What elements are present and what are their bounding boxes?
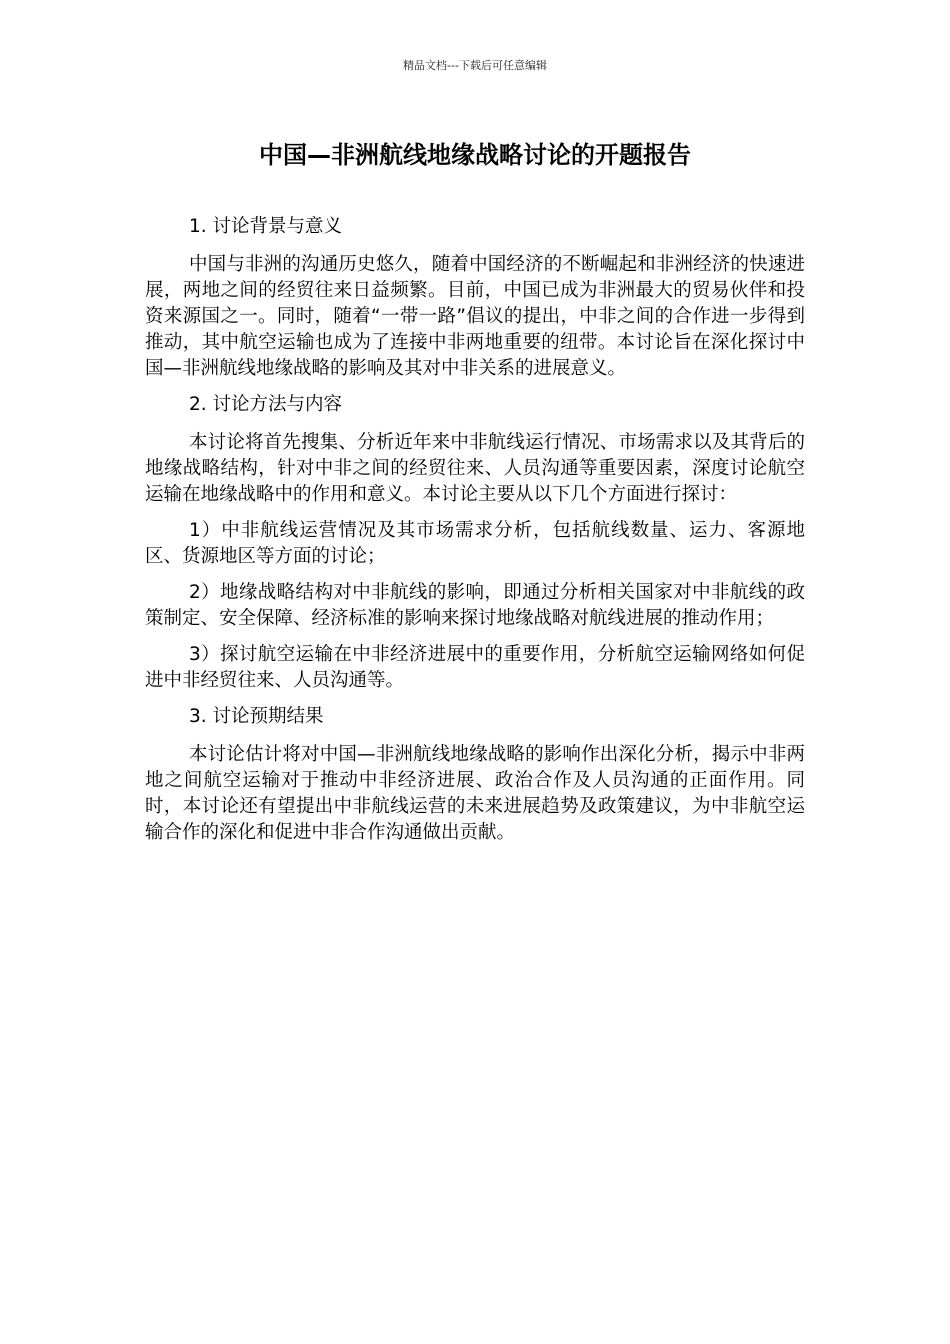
section-methods [145,392,805,694]
body-paragraph: 本讨论估计将对中国—非洲航线地缘战略的影响作出深化分析，揭示中非两地之间航空运输对于推动中非经济进展、政治合作及人员沟通的正面作用。同时，本讨论还有望提出中非航线运营的未来进展趋势及政策建议，为中非航空运输合作的深化和促进中非合作沟通做出贡献。 [145,744,805,843]
body-paragraph: 中国与非洲的沟通历史悠久，随着中国经济的不断崛起和非洲经济的快速进展，两地之间的经贸往来日益频繁。目前，中国已成为非洲最大的贸易伙伴和投资来源国之一。同时，随着“一带一路”倡议的提出，中非之间的合作进一步得到推动，其中航空运输也成为了连接中非两地重要的纽带。本讨论旨在深化探讨中国—非洲航线地缘战略的影响及其对中非关系的进展意义。 [145,254,805,379]
document-title: 中国—非洲航线地缘战略讨论的开题报告 [259,141,691,169]
list-item: 1）中非航线运营情况及其市场需求分析，包括航线数量、运力、客源地区、货源地区等方面的讨论； [145,520,805,567]
section-background [145,214,805,382]
list-item: 3）探讨航空运输在中非经济进展中的重要作用，分析航空运输网络如何促进中非经贸往来、人员沟通等。 [145,644,805,691]
list-item: 2）地缘战略结构对中非航线的影响，即通过分析相关国家对中非航线的政策制定、安全保障、经济标准的影响来探讨地缘战略对航线进展的推动作用； [145,582,805,629]
document-body [145,214,805,856]
section-expected-results [145,704,805,846]
body-paragraph: 本讨论将首先搜集、分析近年来中非航线运行情况、市场需求以及其背后的地缘战略结构，针对中非之间的经贸往来、人员沟通等重要因素，深度讨论航空运输在地缘战略中的作用和意义。本讨论主要从以下几个方面进行探讨： [145,432,805,505]
section-heading: 3. 讨论预期结果 [189,706,324,727]
page-header: 精品文档---下载后可任意编辑 [403,59,547,72]
section-heading: 1. 讨论背景与意义 [189,216,343,237]
section-heading: 2. 讨论方法与内容 [189,394,343,415]
